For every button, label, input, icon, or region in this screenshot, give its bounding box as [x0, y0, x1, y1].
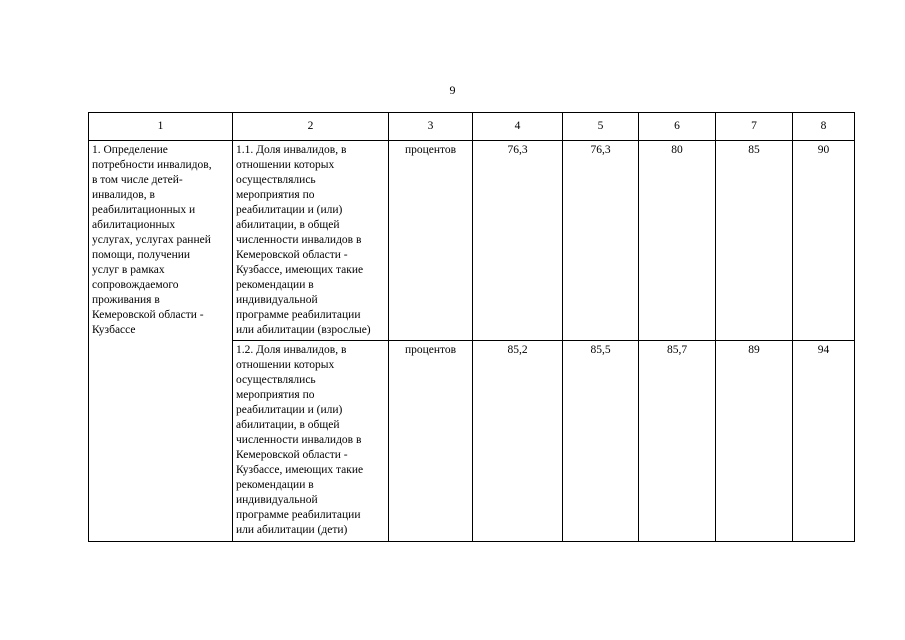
header-cell: 4 — [473, 113, 563, 141]
value-cell: 76,3 — [563, 141, 639, 341]
table-row — [89, 141, 855, 341]
header-cell: 7 — [716, 113, 793, 141]
value-cell: 85,2 — [473, 341, 563, 542]
page-number: 9 — [449, 83, 456, 97]
value-cell: 89 — [716, 341, 793, 542]
header-cell: 3 — [389, 113, 473, 141]
indicator-text: 1.1. Доля инвалидов, в отношении которых осуществлялись мероприятия по реабилитации и (или) абилитации, в общей численности инвалидов в Кемеровской области - Кузбассе, имеющих такие рекомендации в индивидуальной программе реабилитации или абилитации (взрослые) — [236, 144, 371, 336]
header-cell: 5 — [563, 113, 639, 141]
header-cell: 8 — [793, 113, 855, 141]
value-cell: 85,7 — [639, 341, 716, 542]
indicators-table — [88, 112, 855, 542]
value-cell: 94 — [793, 341, 855, 542]
indicator-cell — [233, 141, 389, 341]
value-cell: 90 — [793, 141, 855, 341]
indicator-cell — [233, 341, 389, 542]
value-cell: 85 — [716, 141, 793, 341]
value-cell: 85,5 — [563, 341, 639, 542]
task-cell — [89, 141, 233, 542]
task-text: 1. Определение потребности инвалидов, в том числе детей- инвалидов, в реабилитационных и абилитационных услугах, услугах ранней помощи, получении услуг в рамках сопровождаемого проживания в Кемеровской области - Кузбассе — [92, 144, 212, 336]
indicator-text: 1.2. Доля инвалидов, в отношении которых осуществлялись мероприятия по реабилитации и (или) абилитации, в общей численности инвалидов в Кемеровской области - Кузбассе, имеющих такие рекомендации в индивидуальной программе реабилитации или абилитации (дети) — [236, 344, 364, 536]
unit-cell: процентов — [389, 141, 473, 341]
header-cell: 1 — [89, 113, 233, 141]
header-cell: 6 — [639, 113, 716, 141]
table-header-row — [89, 113, 855, 141]
unit-cell: процентов — [389, 341, 473, 542]
value-cell: 76,3 — [473, 141, 563, 341]
value-cell: 80 — [639, 141, 716, 341]
header-cell: 2 — [233, 113, 389, 141]
